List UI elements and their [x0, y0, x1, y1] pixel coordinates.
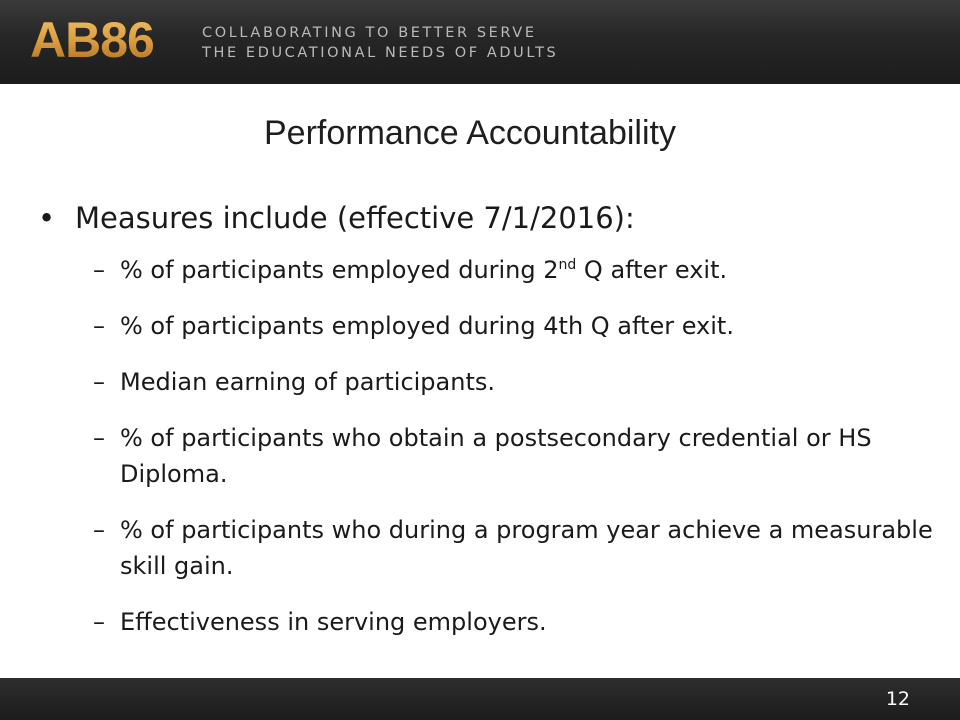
slide-title: Performance Accountability [264, 114, 676, 152]
sub-bullet-item [38, 604, 938, 640]
sub-bullet-item [38, 308, 938, 344]
sub-bullet-text: Effectiveness in serving employers. [120, 608, 547, 636]
header-bar [0, 0, 960, 84]
dash-icon: – [93, 312, 105, 340]
sub-bullet-item [38, 364, 938, 400]
tagline [202, 23, 558, 63]
bullet-icon: • [38, 201, 56, 235]
tagline-line-2: THE EDUCATIONAL NEEDS OF ADULTS [202, 45, 559, 61]
ab86-logo: AB86 [30, 12, 154, 68]
tagline-line-1: COLLABORATING TO BETTER SERVE [202, 25, 537, 41]
slide-content [38, 196, 938, 660]
ordinal-suffix: nd [558, 257, 577, 273]
sub-bullet-text-cont: Q after exit. [576, 256, 728, 284]
dash-icon: – [93, 516, 105, 544]
sub-bullet-item [38, 512, 938, 584]
main-bullet-text: Measures include (effective 7/1/2016): [75, 201, 635, 235]
sub-bullet-text: % of participants employed during 4th Q after exit. [120, 312, 734, 340]
footer-bar [0, 678, 960, 720]
dash-icon: – [93, 256, 105, 284]
sub-bullet-text: Median earning of participants. [120, 368, 495, 396]
dash-icon: – [93, 368, 105, 396]
sub-bullet-item [38, 252, 938, 288]
sub-bullet-text: % of participants who obtain a postsecondary credential or HS Diploma. [120, 424, 872, 488]
sub-bullet-text: % of participants who during a program year achieve a measurable skill gain. [120, 516, 933, 580]
sub-bullet-text: % of participants employed during 2 [120, 256, 559, 284]
main-bullet [38, 196, 938, 240]
sub-bullet-item [38, 420, 938, 492]
dash-icon: – [93, 424, 105, 452]
page-number: 12 [885, 688, 910, 710]
sub-bullet-list [38, 252, 938, 640]
dash-icon: – [93, 608, 105, 636]
